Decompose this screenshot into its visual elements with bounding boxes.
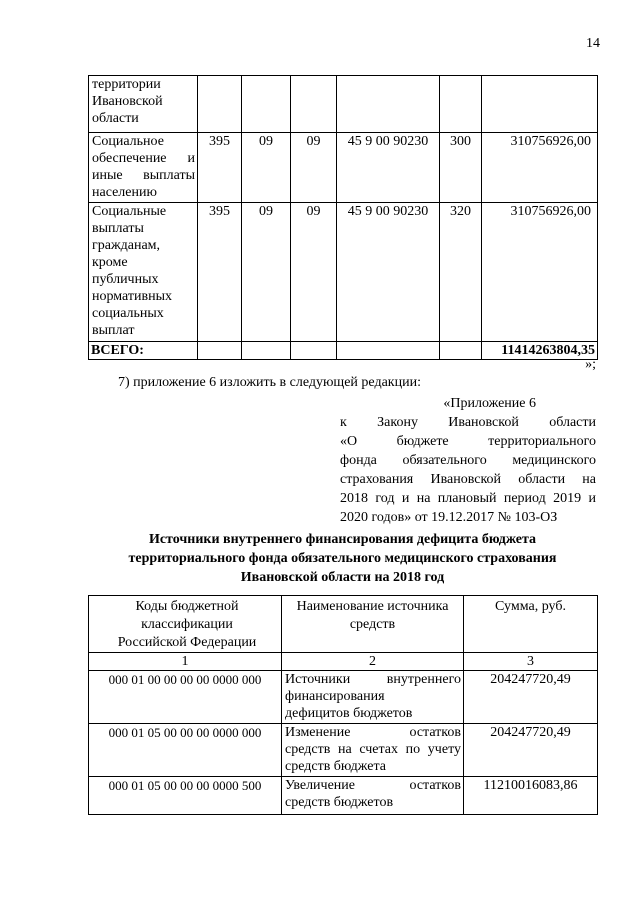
total-row	[89, 342, 598, 360]
appendix-line: фонда обязательного медицинского	[340, 453, 596, 468]
cell-admin: 395	[198, 203, 242, 342]
cell-section: 09	[242, 203, 291, 342]
source-description: Источники внутреннего финансирования дефицитов бюджетов	[282, 671, 464, 724]
heading-line: Источники внутреннего финансирования дефицита бюджета	[148, 532, 537, 547]
cell-amount: 310756926,00	[482, 203, 598, 342]
cell-amount: 310756926,00	[482, 133, 598, 203]
total-value: 11414263804,35	[482, 342, 598, 360]
budget-code: 000 01 05 00 00 00 0000 000	[89, 724, 282, 777]
table-row	[89, 777, 598, 815]
cell-admin: 395	[198, 133, 242, 203]
header-amount: Сумма, руб.	[464, 596, 598, 653]
table-row	[89, 76, 598, 133]
appendix-reference	[340, 394, 596, 527]
col-number: 2	[282, 653, 464, 671]
cell-expense-type: 320	[440, 203, 482, 342]
source-description: Увеличение остатков средств бюджетов	[282, 777, 464, 815]
amendment-item-7: 7) приложение 6 изложить в следующей редакции:	[118, 375, 421, 390]
row-name-cell: Социальное обеспечение и иные выплаты населению	[89, 133, 198, 203]
cell-target: 45 9 00 90230	[337, 203, 440, 342]
cell-subsection: 09	[291, 133, 337, 203]
appendix-line: к Закону Ивановской области	[340, 415, 596, 430]
budget-code: 000 01 00 00 00 00 0000 000	[89, 671, 282, 724]
budget-table-continued	[88, 75, 598, 360]
header-row	[89, 596, 598, 653]
appendix-line: 2018 год и на плановый период 2019 и	[340, 491, 596, 506]
col-number: 1	[89, 653, 282, 671]
heading-line: территориального фонда обязательного медицинского страхования	[128, 551, 557, 566]
budget-code: 000 01 05 00 00 00 0000 500	[89, 777, 282, 815]
appendix-line: страхования Ивановской области на	[340, 472, 596, 487]
column-number-row	[89, 653, 598, 671]
row-name-cell: Социальные выплаты гражданам, кроме публичных нормативных социальных выплат	[89, 203, 198, 342]
financing-sources-table	[88, 595, 598, 815]
section-heading	[88, 530, 597, 587]
page-number: 14	[586, 36, 600, 51]
closing-quote: »;	[585, 357, 596, 372]
table-row	[89, 724, 598, 777]
source-amount: 204247720,49	[464, 671, 598, 724]
row-name-cell: территории Ивановской области	[89, 76, 198, 133]
source-amount: 204247720,49	[464, 724, 598, 777]
table-row	[89, 671, 598, 724]
total-label: ВСЕГО:	[89, 342, 198, 360]
header-codes: Коды бюджетной классификации Российской Федерации	[89, 596, 282, 653]
heading-line: Ивановской области на 2018 год	[240, 570, 445, 585]
cell-subsection: 09	[291, 203, 337, 342]
header-source-name: Наименование источника средств	[282, 596, 464, 653]
source-amount: 11210016083,86	[464, 777, 598, 815]
cell-target: 45 9 00 90230	[337, 133, 440, 203]
appendix-line: «О бюджете территориального	[340, 434, 596, 449]
table-row	[89, 133, 598, 203]
cell-expense-type: 300	[440, 133, 482, 203]
appendix-line: 2020 годов» от 19.12.2017 № 103-ОЗ	[340, 510, 558, 525]
appendix-title: «Приложение 6	[443, 396, 536, 411]
cell-section: 09	[242, 133, 291, 203]
col-number: 3	[464, 653, 598, 671]
source-description: Изменение остатков средств на счетах по учету средств бюджета	[282, 724, 464, 777]
table-row	[89, 203, 598, 342]
